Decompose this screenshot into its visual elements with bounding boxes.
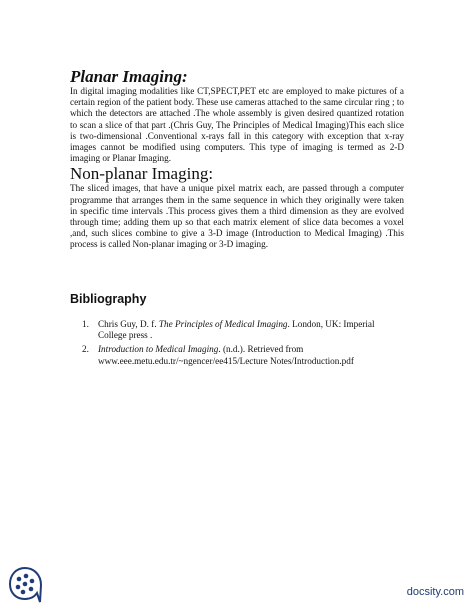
- bibliography-entry-title: The Principles of Medical Imaging: [158, 319, 288, 329]
- bibliography-entry-suffix: . London, UK: Imperial College press .: [98, 319, 375, 341]
- heading-non-planar-imaging: Non-planar Imaging:: [70, 164, 214, 184]
- bibliography-list: [82, 319, 402, 370]
- bibliography-heading: Bibliography: [70, 292, 147, 306]
- main-content: [70, 68, 404, 251]
- footer-site-link[interactable]: docsity.com: [406, 586, 464, 598]
- paragraph-planar-imaging: In digital imaging modalities like CT,SPECT,PET etc are employed to make pictures of a certain region of the patient body. These use cameras attached to the same circular ring ; to which the detectors are attached .The whole assembly is given desired quantized rotation to scan a slice of that part .(Chris Guy, The Principles of Medical Imaging)This each slice is two-dimensional .Conventional x-rays fall in this category with exception that x-ray images cannot be modified using computers. This type of imaging is termed as 2-D imaging or Planar Imaging.: [70, 86, 404, 164]
- bibliography-entry: [82, 344, 402, 366]
- heading-planar-imaging: Planar Imaging:: [70, 67, 188, 86]
- bibliography-entry-prefix: Chris Guy, D. f.: [98, 319, 159, 329]
- bibliography-entry: [82, 319, 402, 341]
- bibliography-entry-suffix: . (n.d.). Retrieved from www.eee.metu.edu.tr/~ngencer/ee415/Lecture Notes/Introduction.pdf: [98, 344, 354, 366]
- bibliography-entry-title: Introduction to Medical Imaging: [98, 344, 219, 355]
- docsity-logo-icon[interactable]: [7, 565, 43, 605]
- bibliography-entry-number: 2.: [82, 344, 89, 355]
- paragraph-non-planar-imaging: The sliced images, that have a unique pixel matrix each, are passed through a computer programme that arranges them in the same sequence in which they originally were taken in specific time intervals .This process gives them a third dimension as they are evolved through time; adding them up so that each matrix element of slice data becomes a voxel ,and, such slices combine to give a 3-D image (Introduction to Medical Imaging) .This process is called Non-planar imaging or 3-D imaging.: [70, 183, 404, 250]
- bibliography-entry-number: 1.: [82, 319, 89, 329]
